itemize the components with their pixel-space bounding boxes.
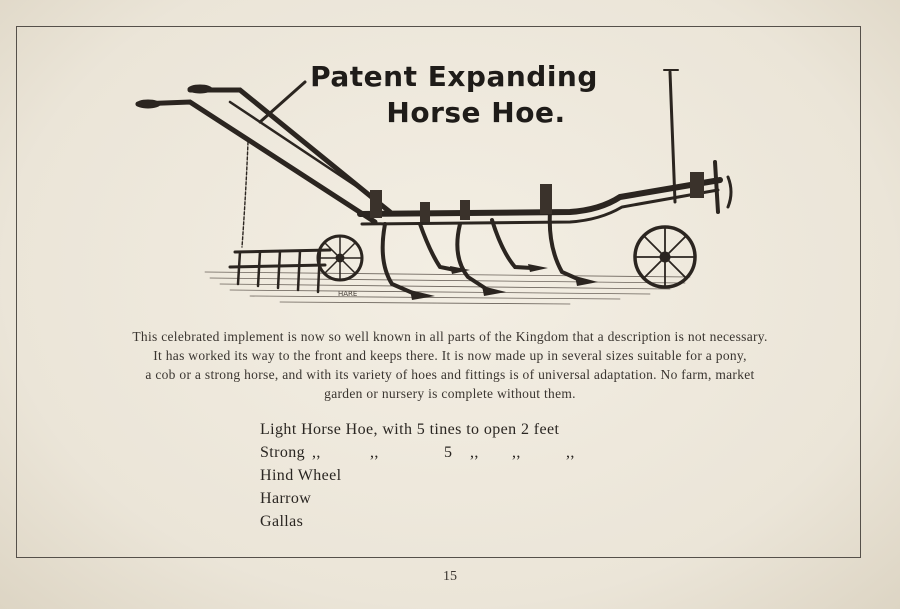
page-title-line-2: Horse Hoe. (386, 96, 566, 129)
page-title-line-1: Patent Expanding (310, 60, 598, 93)
ditto-mark: ,, (370, 444, 379, 461)
ditto-mark: 5 (444, 444, 453, 461)
description-line-2: It has worked its way to the front and keeps there. It is now made up in several sizes suitable for a pony, (153, 348, 747, 363)
description-line-4: garden or nursery is complete without them. (324, 386, 576, 401)
list-item: Harrow (260, 490, 312, 507)
engraver-signature: HARE (338, 290, 358, 298)
ditto-mark: ,, (470, 444, 479, 461)
price-list (260, 421, 575, 536)
horse-hoe-illustration (130, 62, 750, 312)
list-item: Strong ,, ,, 5 ,, ,, ,, (260, 444, 575, 461)
description-line-3: a cob or a strong horse, and with its variety of hoes and fittings is of universal adaptation. No farm, market (145, 367, 755, 382)
list-item: Hind Wheel (260, 467, 342, 484)
page-number: 15 (443, 569, 457, 584)
description-line-1: This celebrated implement is now so well known in all parts of the Kingdom that a description is not necessary. (132, 329, 768, 344)
list-item: Light Horse Hoe, with 5 tines to open 2 feet (260, 421, 560, 438)
ditto-mark: ,, (312, 444, 321, 461)
ditto-mark: ,, (512, 444, 521, 461)
ditto-mark: ,, (566, 444, 575, 461)
list-item: Gallas (260, 513, 304, 530)
